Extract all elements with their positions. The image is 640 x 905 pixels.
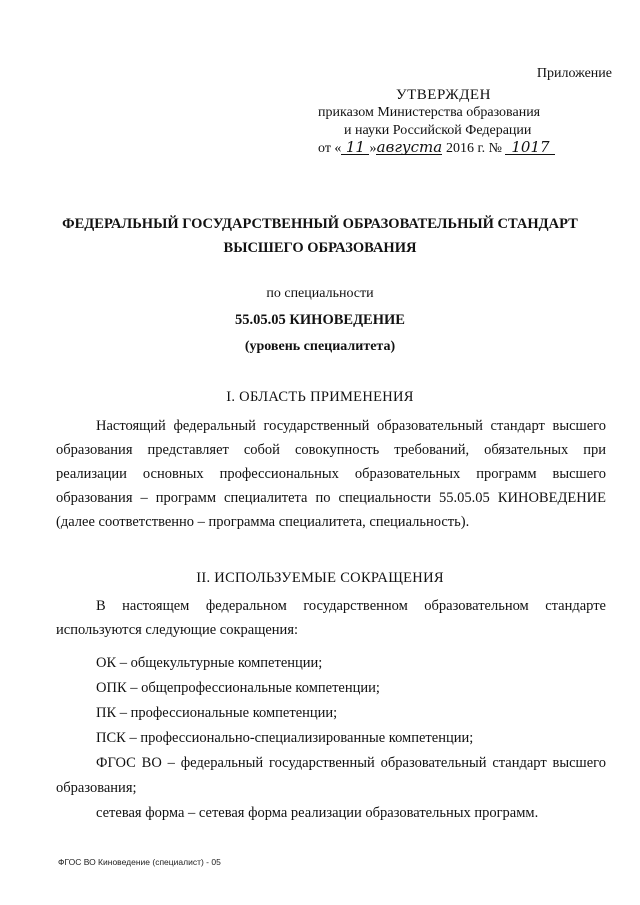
document-title-line-1: ФЕДЕРАЛЬНЫЙ ГОСУДАРСТВЕННЫЙ ОБРАЗОВАТЕЛЬНЫЙ СТАНДАРТ <box>62 216 578 232</box>
list-item: ПК – профессиональные компетенции; <box>96 705 338 721</box>
list-item: ОПК – общепрофессиональные компетенции; <box>96 680 380 696</box>
order-date-line <box>318 140 555 158</box>
order-month-handwritten: августа <box>376 138 443 156</box>
order-year: 2016 г. № <box>445 141 502 156</box>
by-specialty-label: по специальности <box>266 286 374 301</box>
page-footer: ФГОС ВО Киноведение (специалист) - 05 <box>58 857 221 867</box>
ministry-line-1: приказом Министерства образования <box>318 105 541 120</box>
section-2-intro: В настоящем федеральном государственном образовательном стандарте используются следующие сокращения: <box>56 598 606 638</box>
list-item: ФГОС ВО – федеральный государственный образовательный стандарт высшего образования; <box>56 755 606 796</box>
approved-heading: УТВЕРЖДЕН <box>396 87 491 103</box>
specialty-level: (уровень специалитета) <box>244 339 396 354</box>
abbreviation-list <box>56 651 606 826</box>
ministry-line-2: и науки Российской Федерации <box>344 123 532 138</box>
list-item: ОК – общекультурные компетенции; <box>96 655 323 671</box>
order-prefix: от « <box>318 141 342 156</box>
section-1-paragraph: Настоящий федеральный государственный образовательный стандарт высшего образования представляет собой совокупность требований, обязательных при реализации основных профессиональных образовательных программ высшего образования – программ специалитета по специальности 55.05.05 КИНОВЕДЕНИЕ (далее соответственно – программа специалитета, специальность). <box>56 418 606 530</box>
document-title <box>0 212 640 260</box>
list-item: сетевая форма – сетевая форма реализации образовательных программ. <box>96 805 539 821</box>
specialty-code: 55.05.05 КИНОВЕДЕНИЕ <box>235 312 405 328</box>
order-number-handwritten: 1017 <box>505 140 555 155</box>
document-title-line-2: ВЫСШЕГО ОБРАЗОВАНИЯ <box>223 240 417 256</box>
appendix-label: Приложение <box>536 66 612 81</box>
order-quote-close: » <box>369 141 377 156</box>
list-item: ПСК – профессионально-специализированные компетенции; <box>96 730 474 746</box>
section-2-title: II. ИСПОЛЬЗУЕМЫЕ СОКРАЩЕНИЯ <box>196 570 444 586</box>
order-day-handwritten: 11 <box>341 140 369 155</box>
section-1-title: I. ОБЛАСТЬ ПРИМЕНЕНИЯ <box>226 389 414 405</box>
